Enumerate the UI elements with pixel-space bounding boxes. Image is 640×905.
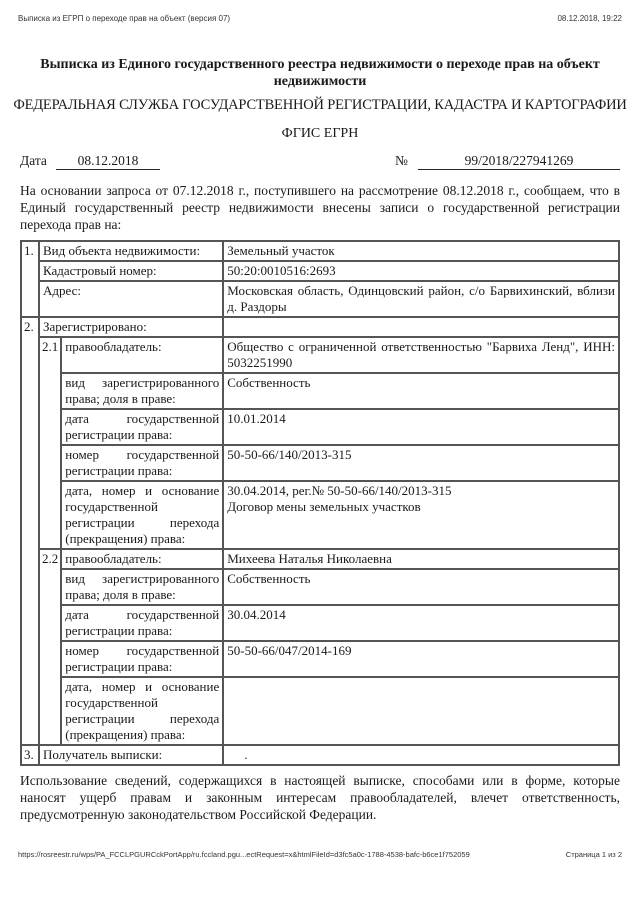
table-row (21, 641, 619, 677)
table-row (21, 745, 619, 765)
footer-note: Использование сведений, содержащихся в настоящей выписке, способами или в форме, которые наносят ущерб правам и законным интересам правообладателей, влечет ответственность, предусмотренную законодательством Российской Федерации. (20, 773, 620, 822)
recipient-value: . (223, 745, 619, 765)
table-row (21, 605, 619, 641)
registered-label: Зарегистрировано: (39, 317, 223, 337)
table-row (21, 317, 619, 337)
right-type-value: Собственность (223, 373, 619, 409)
reg-num-label: номер государственной регистрации права: (61, 641, 223, 677)
holder-label: правообладатель: (61, 337, 223, 373)
document-title: Выписка из Единого государственного реестра недвижимости о переходе прав на объект недвижимости (40, 57, 600, 89)
print-header (18, 14, 622, 26)
print-header-title: Выписка из ЕГРП о переходе прав на объект (версия 07) (18, 14, 231, 23)
print-footer (18, 850, 622, 862)
table-row (21, 481, 619, 549)
holder-number: 2.1 (39, 337, 61, 549)
transfer-value-line2: Договор мены земельных участков (227, 499, 421, 514)
print-header-timestamp: 08.12.2018, 19:22 (557, 14, 622, 23)
object-type-value: Земельный участок (223, 241, 619, 261)
intro-paragraph: На основании запроса от 07.12.2018 г., поступившего на рассмотрение 08.12.2018 г., сообщаем, что в Единый государственный реестр недвижимости внесены записи о государственной регистрации перехода прав на: (20, 183, 620, 232)
print-footer-page: Страница 1 из 2 (565, 850, 622, 859)
table-row (21, 569, 619, 605)
table-row (21, 241, 619, 261)
reg-num-value: 50-50-66/140/2013-315 (223, 445, 619, 481)
holder-value: Общество с ограниченной ответственностью "Барвиха Ленд", ИНН: 5032251990 (223, 337, 619, 373)
table-row (21, 373, 619, 409)
reg-date-label: дата государственной регистрации права: (61, 605, 223, 641)
system-name: ФГИС ЕГРН (281, 126, 359, 141)
number-value: 99/2018/227941269 (418, 153, 620, 170)
reg-num-label: номер государственной регистрации права: (61, 445, 223, 481)
transfer-label: дата, номер и основание государственной регистрации перехода (прекращения) права: (61, 481, 223, 549)
right-type-label: вид зарегистрированного права; доля в праве: (61, 569, 223, 605)
transfer-value (223, 481, 619, 549)
table-row (21, 337, 619, 373)
address-value: Московская область, Одинцовский район, с/о Барвихинский, вблизи д. Раздоры (223, 281, 619, 317)
section-number: 3. (21, 745, 39, 765)
recipient-label: Получатель выписки: (39, 745, 223, 765)
holder-number: 2.2 (39, 549, 61, 745)
holder-label: правообладатель: (61, 549, 223, 569)
reg-date-value: 30.04.2014 (223, 605, 619, 641)
reg-num-value: 50-50-66/047/2014-169 (223, 641, 619, 677)
date-value: 08.12.2018 (56, 153, 160, 170)
holder-value: Михеева Наталья Николаевна (223, 549, 619, 569)
print-footer-url: https://rosreestr.ru/wps/PA_FCCLPGURCckPortApp/ru.fccland.pgu...ectRequest=x&htmlFileId=d3fc5a0c-1788-4538-bafc-b6ce1f752059 (18, 850, 470, 859)
right-type-value: Собственность (223, 569, 619, 605)
section-number: 2. (21, 317, 39, 745)
transfer-label: дата, номер и основание государственной регистрации перехода (прекращения) права: (61, 677, 223, 745)
reg-date-value: 10.01.2014 (223, 409, 619, 445)
object-type-label: Вид объекта недвижимости: (39, 241, 223, 261)
table-row (21, 445, 619, 481)
date-number-line (20, 153, 620, 173)
section-number: 1. (21, 241, 39, 317)
cadastral-value: 50:20:0010516:2693 (223, 261, 619, 281)
right-type-label: вид зарегистрированного права; доля в праве: (61, 373, 223, 409)
number-label: № (395, 153, 408, 168)
table-row (21, 677, 619, 745)
table-row (21, 261, 619, 281)
transfer-value-line1: 30.04.2014, рег.№ 50-50-66/140/2013-315 (227, 483, 452, 498)
transfer-value (223, 677, 619, 745)
cadastral-label: Кадастровый номер: (39, 261, 223, 281)
table-row (21, 281, 619, 317)
date-label: Дата (20, 153, 47, 168)
reg-date-label: дата государственной регистрации права: (61, 409, 223, 445)
registry-table (20, 240, 620, 766)
registered-value (223, 317, 619, 337)
table-row (21, 549, 619, 569)
address-label: Адрес: (39, 281, 223, 317)
agency-name: ФЕДЕРАЛЬНАЯ СЛУЖБА ГОСУДАРСТВЕННОЙ РЕГИСТРАЦИИ, КАДАСТРА И КАРТОГРАФИИ (13, 97, 627, 113)
table-row (21, 409, 619, 445)
